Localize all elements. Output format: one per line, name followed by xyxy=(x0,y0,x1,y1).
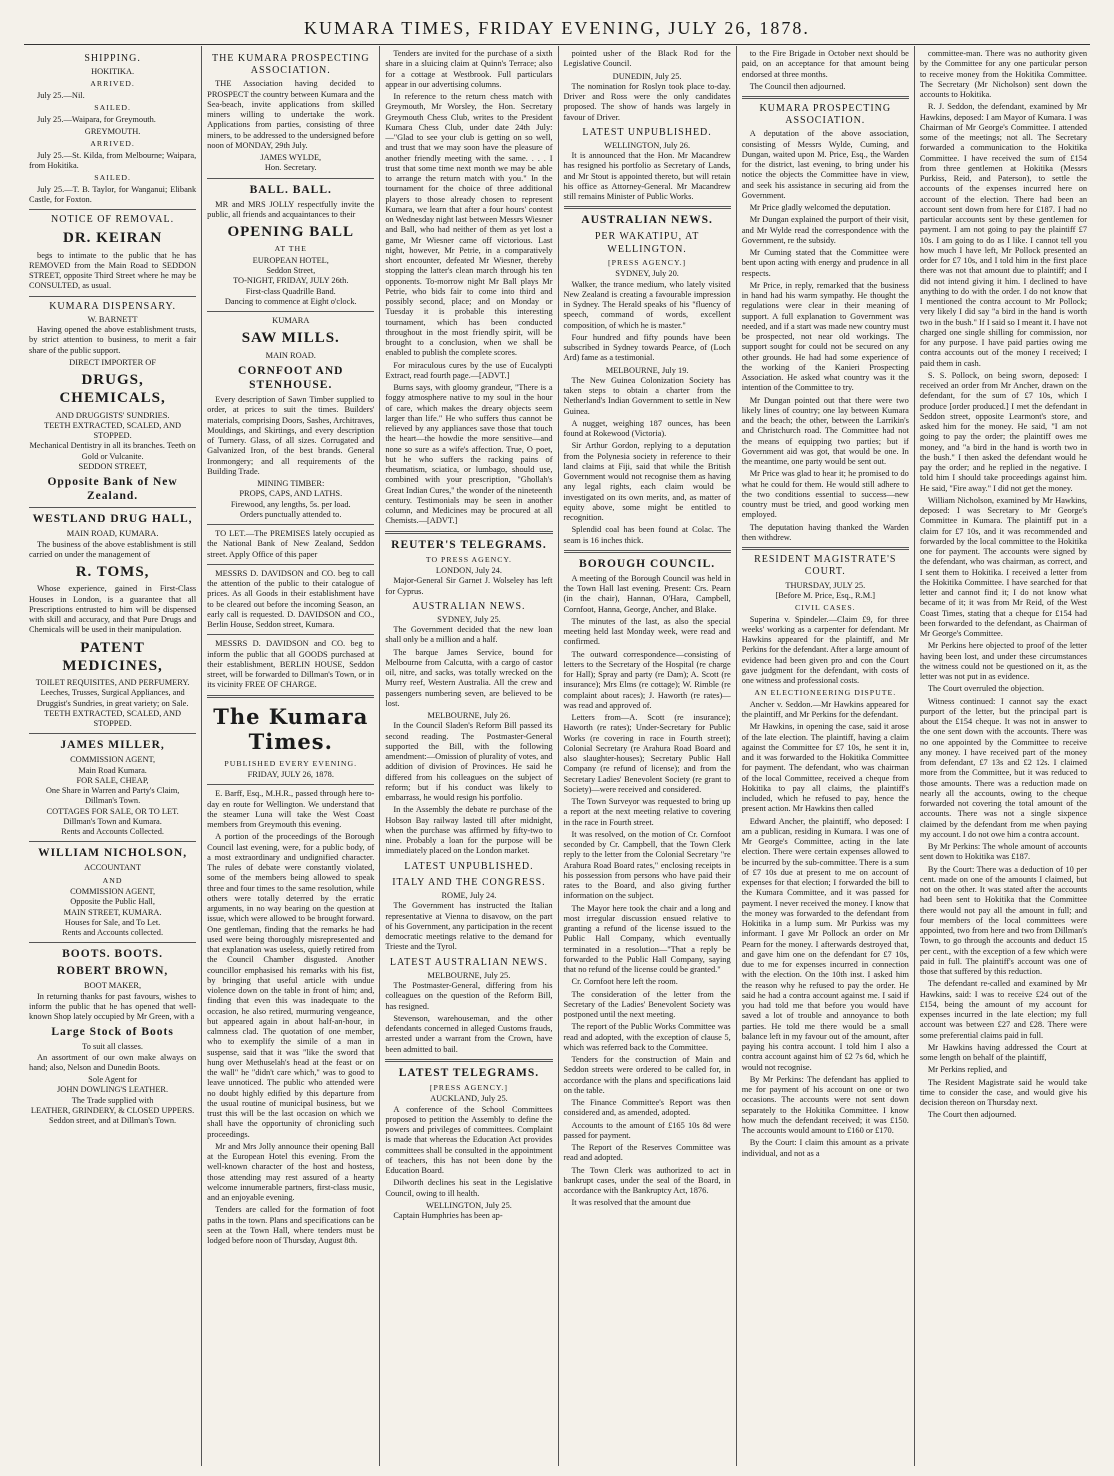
heading: ITALY AND THE CONGRESS. xyxy=(392,876,546,888)
paragraph: In returning thanks for past favours, wishes to inform the public that he has opened that well-known Shop lately occupied by Mr Green, with a xyxy=(29,991,197,1022)
paragraph: Superina v. Spindeler.—Claim £9, for three weeks' working as a carpenter for defendant. Mr Hawkins appeared for the plaintiff, and Mr Perkins for the defendant. After a large amount of evidence had been given pro and con the Court gave judgment for the defendant, with costs of one witness and professional costs. xyxy=(741,614,909,685)
paragraph: Sir Arthur Gordon, replying to a deputation from the Polynesia society in reference to their land claims at Fiji, said that while the British Government would not recognise them as having any legal rights, each claim would be investigated on its own merits, and, as matter of equity above, some might be entitled to recognition. xyxy=(563,441,731,523)
paragraph: The report of the Public Works Committee was read and adopted, with the exception of clause 5, which was referred back to the Committee. xyxy=(563,1022,731,1052)
paragraph: Cr. Cornfoot here left the room. xyxy=(571,977,678,987)
heading: Hon. Secretary. xyxy=(264,163,317,173)
divider xyxy=(207,564,374,565)
paragraph: The Resident Magistrate said he would take time to consider the case, and would give his decision thereon on Thursday next. xyxy=(919,1077,1088,1107)
heading: JAMES MILLER, xyxy=(60,739,165,752)
heading: SAILED. xyxy=(94,173,131,183)
heading: NOTICE OF REMOVAL. xyxy=(51,214,175,226)
paragraph: The business of the above establishment is still carried on under the management of xyxy=(29,539,197,559)
paragraph: Tenders are called for the formation of foot paths in the town. Plans and specifications can be seen at the Town Hall, where tenders must be lodged before noon of Thursday, August 8th. xyxy=(207,1205,375,1246)
heading: JOHN DOWLING'S LEATHER. xyxy=(57,1085,169,1095)
paragraph: MESSRS D. DAVIDSON and CO. beg to inform the public that all GOODS purchased at their establishment, BERLIN HOUSE, Seddon street, will be forwarded to Dillman's Town, or in its vicinity FREE OF CHARGE. xyxy=(207,639,375,690)
paragraph: Tenders for the construction of Main and Seddon streets were ordered to be called for, in accordance with the plans and specifications laid on the table. xyxy=(563,1055,731,1095)
paragraph: The barque James Service, bound for Melbourne from Calcutta, with a cargo of castor oil, nitre, and sacks, was totally wrecked on the Murry reef, Western Australia. All the crew and passengers numbering seven, are believed to be lost. xyxy=(385,647,553,708)
heading: Seddon Street, xyxy=(266,266,316,276)
heading: KUMARA DISPENSARY. xyxy=(49,300,176,312)
divider xyxy=(742,547,909,550)
heading: FOR SALE, CHEAP, xyxy=(76,775,149,785)
paragraph: It was resolved, on the motion of Cr. Cornfoot seconded by Cr. Campbell, that the Town Clerk reply to the letter from the Colonial Secretary "re Arahura Road Board rates," enclosing receipts in his possession from persons who have paid their rates to the Board, and also giving further information on the subject. xyxy=(563,829,731,901)
paragraph: The deputation having thanked the Warden then withdrew. xyxy=(741,522,909,542)
heading: Orders punctually attended to. xyxy=(240,509,342,519)
divider xyxy=(207,695,374,698)
divider xyxy=(564,206,731,209)
paragraph: Major-General Sir Garnet J. Wolseley has left for Cyprus. xyxy=(385,576,553,596)
heading: LATEST UNPUBLISHED. xyxy=(582,126,712,138)
heading: MAIN STREET, KUMARA. xyxy=(63,907,162,917)
heading: THE KUMARA PROSPECTING ASSOCIATION. xyxy=(211,53,370,77)
heading: To suit all classes. xyxy=(82,1042,143,1052)
heading: Firewood, any lengths, 5s. per load. xyxy=(230,499,351,509)
heading: FRIDAY, JULY 26, 1878. xyxy=(247,770,334,780)
paragraph: Whose experience, gained in First-Class Houses in London, is a guarantee that all Prescriptions entrusted to him will be dispensed with skill and accuracy, and that Pure Drugs and Chemicals will be used in their manipulation. xyxy=(29,584,197,635)
paragraph: July 25.—Nil. xyxy=(37,90,85,100)
heading: WESTLAND DRUG HALL, xyxy=(32,513,193,526)
heading: LONDON, July 24. xyxy=(435,566,502,576)
heading: THURSDAY, JULY 25. xyxy=(785,580,866,590)
divider xyxy=(207,524,374,525)
heading: SHIPPING. xyxy=(84,53,141,64)
heading: AUCKLAND, July 25. xyxy=(430,1094,508,1104)
heading: BOOTS. BOOTS. xyxy=(62,948,164,961)
heading: COMMISSION AGENT, xyxy=(70,755,156,765)
paragraph: Mr Hawkins having addressed the Court at some length on behalf of the plaintiff, xyxy=(919,1042,1088,1062)
paragraph: Ancher v. Seddon.—Mr Hawkins appeared for the plaintiff, and Mr Perkins for the defendant. xyxy=(741,699,909,719)
paragraph: By the Court: There was a deduction of 10 per cent. made on one of the amounts I claimed, but not on the other. It was stated after the accounts had been sent to Hokitika that the Committee there would not pay all the amount in full; and four members of the local committees were appointed, two from here and two from Dillman's Town, to go through the accounts and deduct 15 per cent., with the exception of a few which were paid in full. The plaintiff's account was one of those that suffered by this reduction. xyxy=(919,864,1088,976)
heading: ROBERT BROWN, xyxy=(56,965,169,978)
heading: BOROUGH COUNCIL. xyxy=(579,557,716,570)
column-2 xyxy=(202,46,380,1466)
heading: Sole Agent for xyxy=(88,1075,138,1085)
heading: TO-NIGHT, FRIDAY, JULY 26th. xyxy=(233,276,349,286)
column-6 xyxy=(915,46,1092,1466)
paragraph: Accounts to the amount of £165 10s 8d were passed for payment. xyxy=(563,1120,731,1140)
paragraph: The consideration of the letter from the Secretary of the Ladies' Benevolent Society was postponed until the next meeting. xyxy=(563,989,731,1020)
paragraph: The Government has instructed the Italian representative at Vienna to disavow, on the part of his Government, any participation in the recent democratic meetings relative to the demand for Trieste and the Tyrol. xyxy=(385,901,553,952)
heading: WILLIAM NICHOLSON, xyxy=(38,847,188,860)
heading: COMMISSION AGENT, xyxy=(70,887,156,897)
heading: PATENT MEDICINES, xyxy=(62,639,163,674)
paragraph: R. J. Seddon, the defendant, examined by Mr Hawkins, deposed: I am Mayor of Kumara. I was Chairman of Mr George's Committee. I attended some of the meetings; not all. The Secretary forwarded a communication to the Hokitika Committee. I have received the sum of £154 from three gentlemen at Hokitika (Messrs Purkiss, Reid, and Paterson), to settle the accounts of the expenses incurred here on account of the election. There had been an account sent down from here for £187. I had no particular accounts sent by these gentlemen for payment. I am not going to pay the plaintiff £7 10s. I am going to do as I like. I cannot tell you how much I have left, Mr Pollock presented an order for £7 10s, and I told him in the first place there was not that amount due to plaintiff; and I did not intend giving it him. I declined to have anything to do with the order. I do not know that I mentioned the contra account to Mr Pollock; very likely I did say "a bird in the hand is worth two in the bush." If I said so I meant it. I have not charged one single shilling for commission, nor for any purpose. I have paid parties owing me contra accounts out of the money I received; I paid them in cash. xyxy=(919,102,1088,368)
paragraph: By the Court: I claim this amount as a private individual, and not as a xyxy=(741,1138,909,1158)
heading: KUMARA xyxy=(272,316,310,326)
heading: Rents and Accounts Collected. xyxy=(61,827,164,837)
column-5 xyxy=(737,46,915,1466)
divider xyxy=(207,178,374,179)
paragraph: In the Assembly the debate re purchase of the Hobson Bay railway lasted till after midnight, when the purchase was affirmed by fifty-two to nine. Probably a loan for the purpose will be immediately placed on the London market. xyxy=(385,805,553,856)
heading: Rents and Accounts collected. xyxy=(62,928,164,938)
heading: AT THE xyxy=(274,244,307,254)
divider xyxy=(29,507,196,508)
paragraph: July 25.—Waipara, for Greymouth. xyxy=(37,114,156,124)
heading: CORNFOOT AND STENHOUSE. xyxy=(238,364,344,391)
paragraph: In the Council Sladen's Reform Bill passed its second reading. The Postmaster-General supported the Bill, with the following amendment:—Omission of plurality of votes, and addition of division of Provinces. He said he differed from his colleagues on the subject of reform; but if his conduct was likely to embarrass, he would resign his portfolio. xyxy=(385,721,553,803)
heading: GREYMOUTH. xyxy=(84,126,141,136)
heading: Dancing to commence at Eight o'clock. xyxy=(224,296,357,306)
paragraph: July 25.—T. B. Taylor, for Wanganui; Elibank Castle, for Foxton. xyxy=(29,184,197,204)
newspaper-title: The Kumara Times. xyxy=(213,703,369,755)
heading: DIRECT IMPORTER OF xyxy=(69,357,156,367)
paragraph: The Council then adjourned. xyxy=(749,81,846,91)
paragraph: Mr Dungan pointed out that there were two likely lines of country; one lay between Kumara and the beach; the other, between the Larrikin's and Christchurch road. The Committee had not the means of equipping two parties; but if Government aid was got, that would be one. In the meantime, one party would be sent out. xyxy=(741,395,909,467)
heading: MELBOURNE, July 26. xyxy=(427,711,511,721)
paragraph: The Court then adjourned. xyxy=(927,1110,1017,1120)
heading: DUNEDIN, July 25. xyxy=(612,71,682,81)
divider xyxy=(29,733,196,734)
heading: ACCOUNTANT xyxy=(84,863,142,873)
heading: MELBOURNE, July 25. xyxy=(427,970,511,980)
paragraph: It was resolved that the amount due xyxy=(571,1198,691,1208)
heading: Seddon street, and at Dillman's Town. xyxy=(49,1116,177,1126)
heading: TEETH EXTRACTED, SCALED, AND STOPPED. xyxy=(44,708,182,729)
paragraph: The Town Clerk was authorized to act in bankrupt cases, under the seal of the Board, in accordance with the Bankruptcy Act, 1876. xyxy=(563,1165,731,1196)
heading: PUBLISHED EVERY EVENING. xyxy=(224,758,358,768)
paragraph: MR and MRS JOLLY respectfully invite the public, all friends and acquaintances to their xyxy=(207,199,375,219)
heading: Houses for Sale, and To Let. xyxy=(64,917,161,927)
paragraph: An assortment of our own make always on hand; also, Nelson and Dunedin Boots. xyxy=(29,1052,197,1072)
heading: [PRESS AGENCY.] xyxy=(429,1082,508,1092)
paragraph: Tenders are invited for the purchase of a sixth share in a sluicing claim at Quinn's Terrace; also for a cottage at Westbrook. Full particulars appear in our advertising columns. xyxy=(385,49,553,89)
paragraph: S. S. Pollock, on being sworn, deposed: I received an order from Mr Ancher, drawn on the defendant, for the sum of £7 10s, which I produce [order produced.] I met the defendant in Seddon street, opposite Learmont's store, and asked him for the money. He said, "I am not going to pay the order; the plaintiff owes me money, and "a bird in the hand is worth two in the bush." I then asked the defendant would he pay the order; and he replied in the negative. I told him I should take proceedings against him. He said, "Fire away." I did not get the money. xyxy=(919,370,1088,493)
heading: Large Stock of Boots xyxy=(51,1026,174,1039)
divider xyxy=(564,550,731,553)
heading: TOILET REQUISITES, AND PERFUMERY. xyxy=(35,678,190,688)
paragraph: A meeting of the Borough Council was held in the Town Hall last evening. Present: Crs. Pearn (in the chair), Hannan, O'Hara, Campbell, Cornfoot, Hanna, George, Ancher, and Blake. xyxy=(563,573,731,614)
paragraph: Four hundred and fifty pounds have been subscribed in Sydney towards Pearce, of (Loch Ard) fame as a testimonial. xyxy=(563,332,731,363)
paragraph: E. Barff, Esq., M.H.R., passed through here to-day en route for Wellington. We understand that the steamer Luna will take the West Coast members from Greymouth this evening. xyxy=(207,789,375,830)
divider xyxy=(207,784,374,785)
heading: REUTER'S TELEGRAMS. xyxy=(391,538,547,551)
paragraph: The defendant re-called and examined by Mr Hawkins, said: I was to receive £24 out of the £154, being the amount of my account for expenses incurred in the late election; my full account was between £27 and £28. There were some preferential claims paid in full. xyxy=(919,979,1088,1040)
heading: KUMARA PROSPECTING ASSOCIATION. xyxy=(759,103,892,127)
heading: Main Road Kumara. xyxy=(78,765,147,775)
heading: SAILED. xyxy=(94,103,131,113)
paragraph: The Government decided that the new loan shall only be a million and a half. xyxy=(385,625,553,645)
newspaper-columns xyxy=(24,46,1092,1466)
heading: PER WAKATIPU, AT WELLINGTON. xyxy=(594,231,700,255)
heading: TO PRESS AGENCY. xyxy=(425,554,512,564)
heading: SEDDON STREET, xyxy=(78,461,147,471)
paragraph: The minutes of the last, as also the special meeting held last Monday week, were read and confirmed. xyxy=(563,616,731,647)
heading: DRUGS, CHEMICALS, xyxy=(59,372,166,407)
heading: MELBOURNE, July 19. xyxy=(605,365,689,375)
paragraph: William Nicholson, examined by Mr Hawkins, deposed: I was Secretary to Mr George's Committee in Kumara. The plaintiff put in a claim for £7 10s, and it was recommended and forwarded by the local committee to the Hokitika one for payment. The accounts were signed by the defendant, who was chairman, as correct, and I sent them to Hokitika. I received a letter from the Hokitika Committee. I have searched for that letter and cannot find it; I do not know what became of it; it was from Mr Reid, of the West Coast Times, stating that a cheque for £154 had been forwarded to the defendant, as Chairman of Mr George's Committee. xyxy=(919,495,1088,638)
heading: Mechanical Dentistry in all its branches. Teeth on Gold or Vulcanite. xyxy=(29,441,196,461)
paragraph: A deputation of the above association, consisting of Messrs Wylde, Cuming, and Dungan, waited upon M. Price, Esq., the Warden for the district, last evening, to bring under his notice the objects the Committee have in view, and seek his assistance in securing aid from the Government. xyxy=(741,129,909,200)
heading: LATEST AUSTRALIAN NEWS. xyxy=(389,956,548,968)
paragraph: Mr and Mrs Jolly announce their opening Ball at the European Hotel this evening. From the well-known character of the host and hostess, those attending may rest assured of a hearty welcome innumerable partners, first-class music, and an enjoyable evening. xyxy=(207,1141,375,1203)
paragraph: The Mayor here took the chair and a long and most irregular discussion ensued relative to granting a refund of the license issued to the Public Hall Company, which eventually terminated in a resolution—"That a reply be forwarded to the Public Hall Company, saying that no refund of the license could be granted." xyxy=(563,903,731,975)
paragraph: Burns says, with gloomy grandeur, "There is a foggy atmosphere native to my soul in the hour of care, which makes the dreary objects seem larger than life." He who suffers thus cannot be relieved by any appliances save those that touch the heart—the howdie the more sensitive—and none so sure as a wife's affection. True, O poet, but he who suffers the racking pains of rheumatism, sciatica, or lumbago, should use, combined with your prescription, "Ghollah's Great Indian Cures," the wonder of the nineteenth century. Testimonials may be seen in another column, and Medicines may be procured at all Chemists.—[ADVT.] xyxy=(385,383,553,526)
divider xyxy=(385,1059,552,1062)
heading: First-class Quadrille Band. xyxy=(245,286,336,296)
heading: BALL. BALL. xyxy=(249,183,332,196)
paragraph: Mr Perkins replied, and xyxy=(927,1065,1007,1075)
paragraph: Mr Perkins here objected to proof of the letter having been lost, and under these circumstances the witness could not be questioned on it, as the letter was not put in as evidence. xyxy=(919,641,1088,681)
paragraph: Mr Hawkins, in opening the case, said it arose of the late election. The plaintiff, having a claim against the Committee for £7 10s, he sent it in, and it was forwarded to the Hokitika Committee for payment. The defendant, who was chairman of the local Committee, received a cheque from Hokitika to pay all claims, the plaintiff's included, which he refused to pay, hence the present action. Mr Hawkins then called xyxy=(741,722,909,814)
paragraph: TO LET.—The PREMISES lately occupied as the National Bank of New Zealand, Seddon street. Apply Office of this paper xyxy=(207,529,375,559)
heading: ARRIVED. xyxy=(90,139,135,149)
heading: [Before M. Price, Esq., R.M.] xyxy=(775,590,876,600)
paragraph: The New Guinea Colonization Society has taken steps to obtain a charter from the Netherland's Indian Government to settle in New Guinea. xyxy=(563,375,731,416)
paragraph: In reference to the return chess match with Greymouth, Mr Worsley, the Hon. Secretary Greymouth Chess Club, writes to the President Kumara Chess Club, under date 24th July:—"Glad to see your club is getting on so well, and trust that we may soon have the pleasure of another friendly meeting with the same. . . . I trust that some time next month we may be able to arrange the return match with you." In the tournament for the choice of three additional players to those already chosen to represent Kumara, we learn that after a four hours' contest on Wednesday night last between Messrs Wiesner and Ball, who had neither of them as yet lost a game, Mr Wiesner came off victorious. Last night, however, Mr Petrie, in a comparatively short encounter, defeated Mr Wiesner, thereby stopping the latter's clean march through his ten opponents. To-morrow night Mr Ball plays Mr Petrie, who bids fair to come into third and possibly second, place; and on Monday or Tuesday it is probable this interesting tournament, which has been conducted throughout in the most friendly spirit, will be brought to a conclusion, when we shall be enabled to publish the complete scores. xyxy=(385,92,553,358)
heading: Dillman's Town and Kumara. xyxy=(63,816,162,826)
paragraph: By Mr Perkins: The defendant has applied to me for payment of his account on one or two occasions. The accounts were not sent down separately to the Hokitika Committee. I know how much the defendant received; it was £150. The accounts would amount to £160 or £170. xyxy=(741,1074,909,1135)
heading: SYDNEY, July 20. xyxy=(615,269,679,279)
heading: MAIN ROAD. xyxy=(265,350,316,360)
paragraph: Mr Price gladly welcomed the deputation. xyxy=(749,203,891,213)
paragraph: Stevenson, warehouseman, and the other defendants concerned in alleged Customs frauds, arrested under a warrant from the Crown, have been admitted to bail. xyxy=(385,1013,553,1054)
paragraph: The Finance Committee's Report was then considered and, as amended, adopted. xyxy=(563,1098,731,1118)
heading: LEATHER, GRINDERY, & CLOSED UPPERS. xyxy=(30,1105,195,1115)
column-1 xyxy=(24,46,202,1466)
paragraph: A conference of the School Committees proposed to petition the Assembly to define the powers and privileges of committees. Complaint is made that whereas the Education Act provides committees shall be consulted in the appointment of teachers, this has not been done by the Education Board. xyxy=(385,1104,553,1176)
paragraph: begs to intimate to the public that he has REMOVED from the Main Road to SEDDON STREET, opposite Third Street where he may be CONSULTED, as usual. xyxy=(29,250,197,291)
paragraph: Mr Price was glad to hear it; he promised to do what he could for them. He would still adhere to the two conditions essential to success—new country must be tried, and good working men employed. xyxy=(741,469,909,520)
heading: COTTAGES FOR SALE, OR TO LET. xyxy=(46,806,179,816)
divider xyxy=(207,634,374,635)
paragraph: Every description of Sawn Timber supplied to order, at prices to suit the times. Builders' materials, comprising Doors, Sashes, Architraves, Mouldings, and Skirtings, and every description of Turnery. Glass, of all sizes. Corrugated and Galvanized Iron, of the best brands. General Ironmongery; and all requirements of the Building Trade. xyxy=(207,395,375,476)
heading: R. TOMS, xyxy=(75,564,150,580)
heading: ARRIVED. xyxy=(90,79,135,89)
heading: ROME, July 24. xyxy=(441,891,497,901)
heading: W. BARNETT xyxy=(87,314,138,324)
heading: AUSTRALIAN NEWS. xyxy=(412,600,526,612)
heading: AN ELECTIONEERING DISPUTE. xyxy=(754,688,897,698)
divider xyxy=(207,311,374,312)
paragraph: Mr Cuming stated that the Committee were bent upon acting with energy and prudence in all respects. xyxy=(741,248,909,278)
paragraph: Captain Humphries has been ap- xyxy=(393,1211,503,1221)
paragraph: pointed usher of the Black Rod for the Legislative Council. xyxy=(563,49,731,69)
paragraph: The outward correspondence—consisting of letters to the Secretary of the Hospital (re charge for Hall); Spray and party (re Dam); A. Scott (re insurance); Mrs Elms (re cottage); W. Rimble (re complaint about races); J. Haworth (re rates)—was read and approved of. xyxy=(563,649,731,710)
column-4 xyxy=(559,46,737,1466)
paragraph: The Town Surveyor was requested to bring up a report at the next meeting relative to covering in the race in Fourth street. xyxy=(563,797,731,827)
heading: LATEST TELEGRAMS. xyxy=(398,1066,540,1079)
heading: Opposite Bank of New Zealand. xyxy=(47,476,178,503)
paragraph: The nomination for Roslyn took place to-day. Driver and Ross were the only candidates proposed. The show of hands was largely in favour of Driver. xyxy=(563,81,731,122)
paragraph: Letters from—A. Scott (re insurance); Haworth (re rates); Under-Secretary for Public Works (re covering in race in Fourth street); Colonial Secretary (re Arahura Road Board and also slaughter-houses); Secretary Public Hall Company (re refund of license); and from the Secretary Ladies' Benevolent Society (re grant to Society)—were received and considered. xyxy=(563,713,731,794)
paragraph: THE Association having decided to PROSPECT the country between Kumara and the Sea-beach, invite applications from skilled miners willing to undertake the work. Applications from parties, consisting of three miners, to be addressed to the undersigned before noon of MONDAY, 29th July. xyxy=(207,79,375,150)
paragraph: Walker, the trance medium, who lately visited New Zealand is creating a favourable impression in Sydney. The Herald speaks of his "fluency of speech, command of words, excellent composition, of which he is master." xyxy=(563,279,731,330)
heading: DR. KEIRAN xyxy=(62,230,163,247)
heading: EUROPEAN HOTEL, xyxy=(252,255,329,265)
heading: AND xyxy=(102,875,123,885)
heading: SAW MILLS. xyxy=(241,330,340,347)
paragraph: Edward Ancher, the plaintiff, who deposed: I am a publican, residing in Kumara. I was one of Mr George's Committee, acting in the late election. There were certain expenses allowed to be incurred by the sub-committee. There is a sum of £7 10s due at present to me on account of expenses for that election; I forwarded the bill to the Kumara Committee, and it was passed for payment. I never received the money. I know that the money was forwarded to the defendant from Hokitika in a lump sum. Mr Purkiss was my informant. I gave Mr Pollock an order on Mr Pearn for the money. I afterwards destroyed that, and gave him one on the defendant for £7 10s, due to me for expenses incurred in connection with the election. On the 10th inst. I asked him the reason why he refused to pay the order. He said he had a contra account against me. I said if you had told me that before you would have saved a lot of trouble and annoyance to both parties. He told me there would be a small balance left in my favour out of the amount, after paying his contra account. I told him I also a contra account against him of £2 7s 6d, which he would not recognise. xyxy=(741,816,909,1072)
paragraph: The Report of the Reserves Committee was read and adopted. xyxy=(563,1143,731,1163)
divider xyxy=(29,942,196,943)
divider xyxy=(29,296,196,297)
heading: WELLINGTON, July 26. xyxy=(604,140,691,150)
heading: SYDNEY, July 25. xyxy=(437,614,501,624)
heading: JAMES WYLDE, xyxy=(260,153,322,163)
heading: Opposite the Public Hall, xyxy=(70,897,155,907)
paragraph: For miraculous cures by the use of Eucalypti Extract, read fourth page.—[ADVT.] xyxy=(385,360,553,380)
heading: WELLINGTON, July 25. xyxy=(425,1200,512,1210)
paragraph: By Mr Perkins: The whole amount of accounts sent down to Hokitika was £187. xyxy=(919,842,1088,862)
heading: LATEST UNPUBLISHED. xyxy=(404,860,534,872)
paragraph: Dilworth declines his seat in the Legislative Council, owing to ill health. xyxy=(385,1178,553,1198)
heading: BOOT MAKER, xyxy=(84,981,142,991)
heading: Leeches, Trusses, Surgical Appliances, and Druggist's Sundries, in great variety; on Sale. xyxy=(36,688,189,708)
masthead: KUMARA TIMES, FRIDAY EVENING, JULY 26, 1878. xyxy=(24,18,1090,45)
heading: HOKITIKA. xyxy=(91,67,135,77)
divider xyxy=(29,209,196,210)
paragraph: Mr Dungan explained the purport of their visit, and Mr Wylde read the correspondence with the Government, re the subsidy. xyxy=(741,215,909,245)
column-3 xyxy=(380,46,558,1466)
heading: The Trade supplied with xyxy=(71,1095,154,1105)
paragraph: A nugget, weighing 187 ounces, has been found at Rokewood (Victoria). xyxy=(563,418,731,439)
heading: [PRESS AGENCY.] xyxy=(608,257,687,267)
heading: CIVIL CASES. xyxy=(794,603,856,612)
heading: AUSTRALIAN NEWS. xyxy=(581,214,713,227)
paragraph: A portion of the proceedings of the Borough Council last evening, were, for a public body, of a most extraordinary and undignified character. The rules of debate were constantly violated, some of the members being allowed to speak three and four times to the same resolution, while others were totally deterred by the erratic arguments, in no way bearing on the question at issue, which were allowed to be brought forward. One gentleman, finding that the remarks he had used were being thoroughly misrepresented and that explanation was useless, quietly retired from the Council Chamber disgusted. Another councillor emphasised his remarks with his fist, by bringing that useful article with undue violence down on the table in front of him; and, finding that even this was inadequate to the occasion, he also retired, murmuring vengeance, but appeared again in about half-an-hour, in calmness clad. The quotation of one member, who to exemplify the simile of a man in suspense, said that it was "like the sword that hung over Methuselah's head at the feast or on the wall" he "didn't care which," was to good to leave unnoticed. The public who attended were no doubt highly edified by this departure from the usual routine of municipal business, but we trust this will be the last occasion on which we shall have the opportunity of chronicling such proceedings. xyxy=(207,832,375,1139)
divider xyxy=(742,96,909,99)
heading: MINING TIMBER: xyxy=(257,479,325,489)
paragraph: Splendid coal has been found at Colac. The seam is 16 inches thick. xyxy=(563,525,731,545)
heading: RESIDENT MAGISTRATE'S COURT. xyxy=(754,554,897,578)
paragraph: Witness continued: I cannot say the exact purport of the letter, but the principal part is about the £154 cheque. It was not in answer to the one sent down with the accounts. There was no one appointed by the Committee to receive any money. I have received part of the money from defendant, £7 13s and £2 12s. I claimed more from the Committee, but it was reduced to those amounts. There was a reduction made on nearly all the accounts, owing to the cheque forwarded not covering the total amount of the accounts. There was not a single sixpence claimed by the defendant from me when paying my account. I do not owe him a contra account. xyxy=(919,696,1088,839)
paragraph: The Postmaster-General, differing from his colleagues on the question of the Reform Bill, has resigned. xyxy=(385,981,553,1011)
paragraph: Having opened the above establishment trusts, by strict attention to business, to merit a fair share of the public support. xyxy=(29,325,197,355)
paragraph: MESSRS D. DAVIDSON and CO. beg to call the attention of the public to their catalogue of prices. As all Goods in their establishment have to be cleared out before the incoming Season, an early call is requested. D. DAVIDSON and CO., Berlin House, Seddon street, Kumara. xyxy=(207,568,375,630)
heading: OPENING BALL xyxy=(227,224,355,241)
paragraph: July 25.—St. Kilda, from Melbourne; Waipara, from Hokitika. xyxy=(29,150,197,170)
heading: PROPS, CAPS, AND LATHS. xyxy=(239,489,343,499)
heading: One Share in Warren and Party's Claim, Dillman's Town. xyxy=(45,786,180,806)
heading: TEETH EXTRACTED, SCALED, AND STOPPED. xyxy=(44,420,182,441)
heading: MAIN ROAD, KUMARA. xyxy=(66,529,159,539)
paragraph: to the Fire Brigade in October next should be paid, on an acceptance for that amount being endorsed at three months. xyxy=(741,49,909,79)
paragraph: It is announced that the Hon. Mr Macandrew has resigned his portfolio as Secretary of Lands, and Mr Stout is appointed thereto, but will retain his office as Attorney-General. Mr Macandrew still remains Minister of Public Works. xyxy=(563,151,731,202)
divider xyxy=(29,841,196,842)
paragraph: Mr Price, in reply, remarked that the business in hand had his warm sympathy. He thought the regulations were clear in their meaning of support. A full explanation to Government was needed, and if a start was made new country must be prospected, not near old workings. The support sought for could not be secured on any other grounds. He had had some experience of the working of the Kanieri Prospecting Association. He asked what country was it the intention of the Committee to try. xyxy=(741,280,909,393)
heading: AND DRUGGISTS' SUNDRIES. xyxy=(55,410,170,420)
paragraph: committee-man. There was no authority given by the Committee for any one particular person to receive money from the Hokitika Committee. The Secretary (Mr Nicholson) sent down the accounts to Hokitika. xyxy=(919,49,1088,99)
paragraph: The Court overruled the objection. xyxy=(927,684,1044,694)
divider xyxy=(385,531,552,534)
